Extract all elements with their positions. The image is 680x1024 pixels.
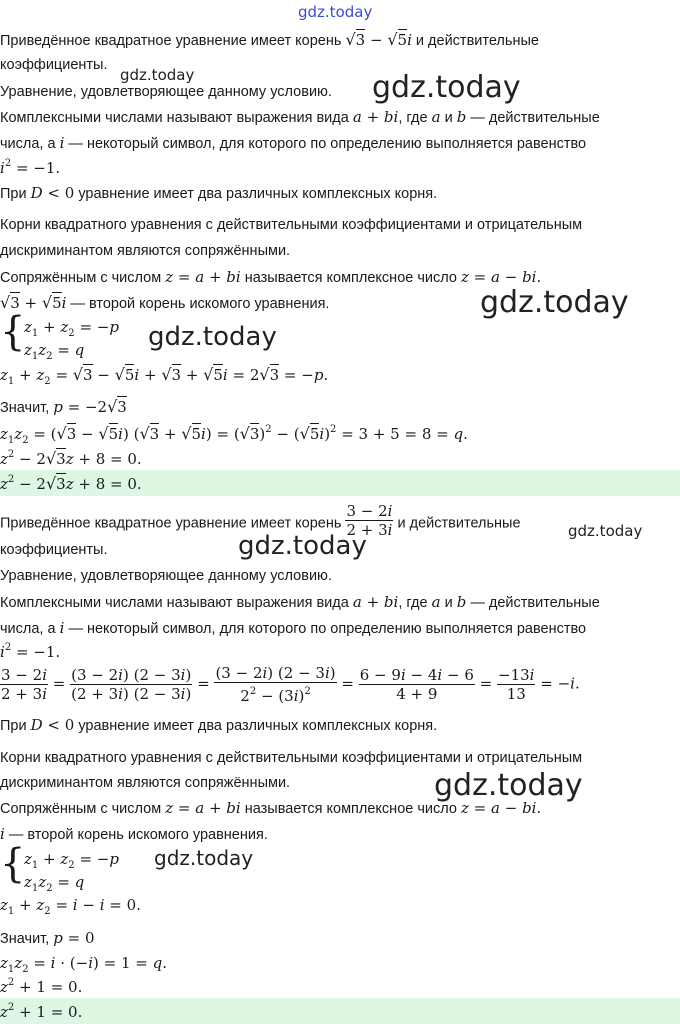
p2-p-value: Значит, p = 0 xyxy=(0,929,95,947)
p2-vieta-product: $z_1z_2 = q$ xyxy=(24,873,85,894)
p2-root-fraction: $\frac{3 - 2i}{2 + 3i}$ xyxy=(346,502,393,539)
p2-answer: $z^2 + 1 = 0$. xyxy=(0,1002,83,1021)
p2-sum-calc: $z_1 + z_2 = i - i = 0$. xyxy=(0,896,141,917)
watermark: gdz.today xyxy=(372,70,521,105)
p2-system-brace: { xyxy=(0,841,26,887)
p1-p-value: Значит, p = −2√3 xyxy=(0,397,127,416)
watermark: gdz.today xyxy=(434,768,583,803)
p2-equation: $z^2 + 1 = 0$. xyxy=(0,977,83,996)
p2-conj-def: Сопряжённым с числом z = a + bi называется комплексное число z = a − bi. xyxy=(0,799,542,817)
p1-root-formula: √3 − √5i xyxy=(345,30,412,49)
p1-conj-line-1: Корни квадратного уравнения с действительными коэффициентами и отрицательным xyxy=(0,217,583,233)
p1-conj-def: Сопряжённым с числом z = a + bi называется комплексное число z = a − bi. xyxy=(0,268,542,286)
p1-vieta-sum: $z_1 + z_2 = -p$ xyxy=(24,318,119,339)
p2-def-line-1: Комплексными числами называют выражения вида a + bi, где a и b — действительные xyxy=(0,593,600,611)
p2-intro-line: Приведённое квадратное уравнение имеет корень $\frac{3 - 2i}{2 + 3i}$ и действительные xyxy=(0,502,521,539)
p1-intro-line-2: коэффициенты. xyxy=(0,57,108,73)
p1-conj-line-2: дискриминантом являются сопряжёнными. xyxy=(0,243,291,259)
watermark: gdz.today xyxy=(480,285,629,320)
p1-intro-line: Приведённое квадратное уравнение имеет корень √3 − √5i и действительные xyxy=(0,30,539,49)
p2-conj-line-1: Корни квадратного уравнения с действительными коэффициентами и отрицательным xyxy=(0,750,583,766)
p1-product-calc: $z_1z_2 = (√3 - √5i) (√3 + √5i) = (√3)^2 - (√5i)^2 = 3 + 5 = 8 = q$. xyxy=(0,424,468,446)
p2-vieta-sum: $z_1 + z_2 = -p$ xyxy=(24,850,119,871)
watermark-top: gdz.today xyxy=(298,3,373,21)
p2-def-line-2: числа, а i — некоторый символ, для которого по определению выполняется равенство xyxy=(0,619,587,637)
p1-vieta-product: $z_1z_2 = q$ xyxy=(24,341,85,362)
p1-equation: $z^2 - 2√3z + 8 = 0$. xyxy=(0,449,142,468)
p1-condition: При D < 0 уравнение имеет два различных комплексных корня. xyxy=(0,184,438,202)
p1-task: Уравнение, удовлетворяющее данному условию. xyxy=(0,84,332,100)
watermark: gdz.today xyxy=(568,522,643,540)
p2-second-root: i — второй корень искомого уравнения. xyxy=(0,825,268,843)
watermark: gdz.today xyxy=(148,322,277,352)
p2-product-calc: $z_1z_2 = i \cdot (-i) = 1 = q$. xyxy=(0,954,168,975)
p2-task: Уравнение, удовлетворяющее данному условию. xyxy=(0,568,332,584)
watermark: gdz.today xyxy=(154,846,254,870)
watermark: gdz.today xyxy=(120,66,195,84)
p2-i-squared: $i^2 = -1$. xyxy=(0,642,61,661)
p2-conj-line-2: дискриминантом являются сопряжёнными. xyxy=(0,775,291,791)
p2-fraction-calc: $\frac{3 - 2i}{2 + 3i}$ = $\frac{(3 - 2i) (2 - 3i)}{(2 + 3i) (2 - 3i)}$ = $\frac{(3 - 2i) (2 - 3i)}{2^2 - (3i)^2}$ = $\frac{6 - 9i - 4i - 6}{4 + 9}$ = $\frac{-13i}{13}$ = −i. xyxy=(1,664,580,705)
p1-answer: $z^2 - 2√3z + 8 = 0$. xyxy=(0,474,142,493)
p2-intro-line-2: коэффициенты. xyxy=(0,542,108,558)
p1-system-brace: { xyxy=(0,309,26,355)
p1-i-squared: $i^2 = -1$. xyxy=(0,158,61,177)
p1-second-root: √3 + √5i — второй корень искомого уравнения. xyxy=(0,293,330,312)
p1-sum-calc: $z_1 + z_2 = √3 - √5i + √3 + √5i = 2√3 = -p$. xyxy=(0,365,329,387)
p1-def-line-1: Комплексными числами называют выражения вида a + bi, где a и b — действительные xyxy=(0,108,600,126)
watermark: gdz.today xyxy=(238,531,367,561)
p2-condition: При D < 0 уравнение имеет два различных комплексных корня. xyxy=(0,716,438,734)
p1-def-line-2: числа, а i — некоторый символ, для которого по определению выполняется равенство xyxy=(0,134,587,152)
